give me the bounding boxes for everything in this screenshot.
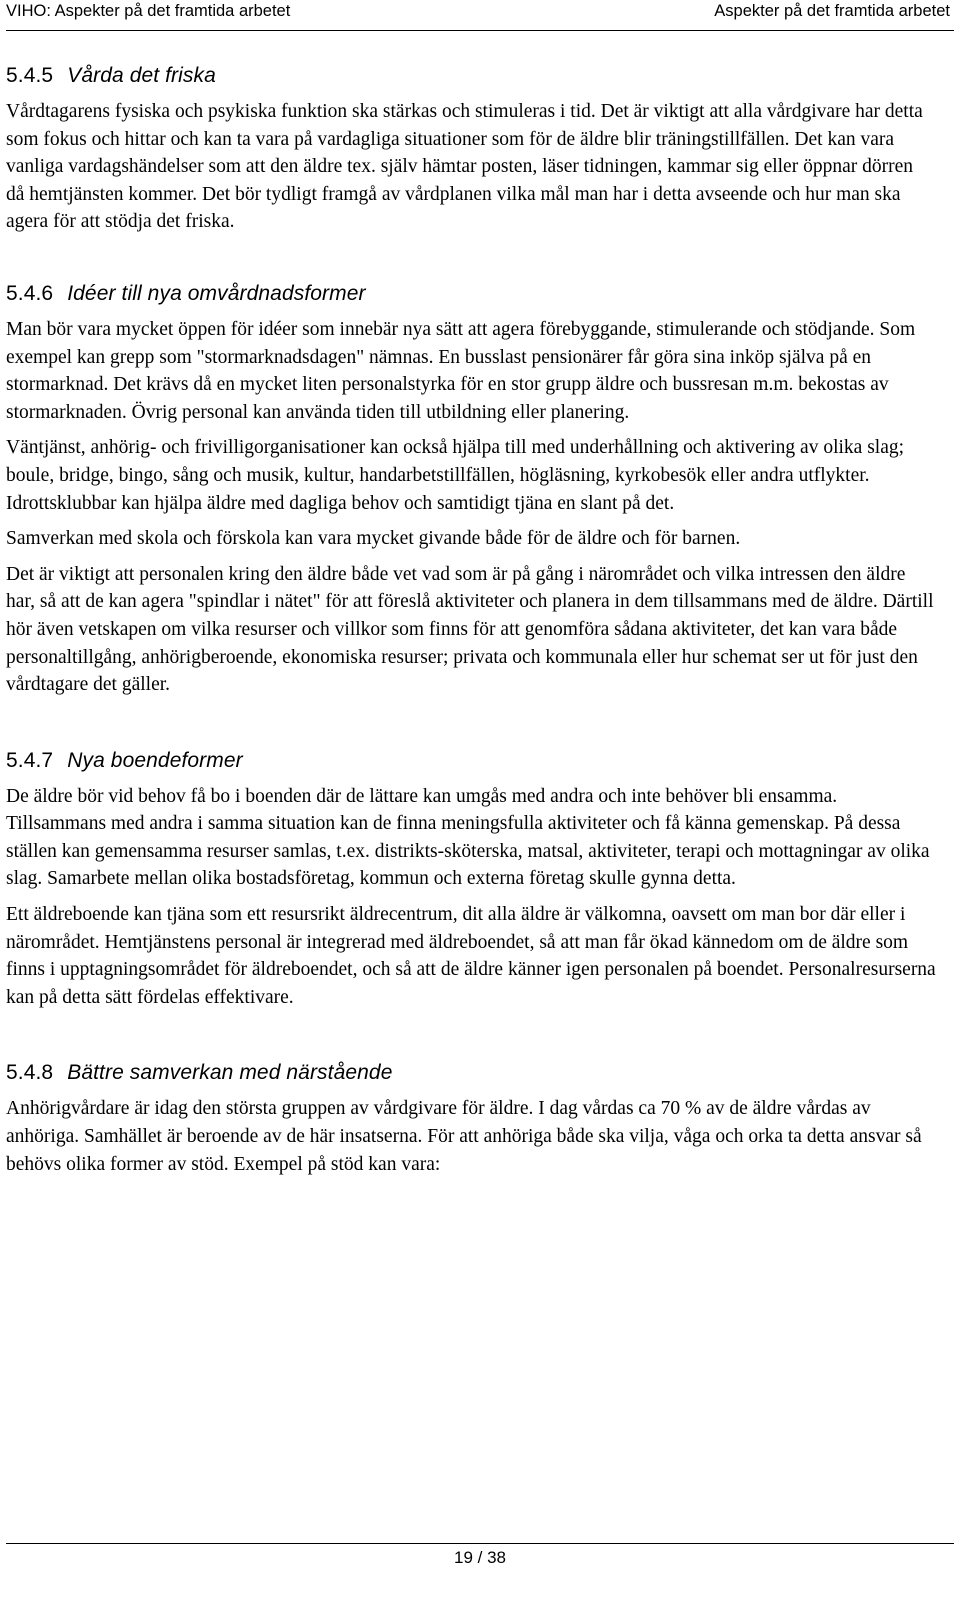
section-heading	[6, 60, 936, 92]
section-heading	[6, 745, 936, 777]
section-number: 5.4.6	[6, 281, 54, 305]
paragraph: Man bör vara mycket öppen för idéer som innebär nya sätt att agera förebyggande, stimulerande och stödjande. Som exempel kan grepp som "stormarknadsdagen" nämnas. En busslast pensionärer får göra sina inköp själva på en stormarknad. Det krävs då en mycket liten personalstyrka för en stor grupp äldre och bussresan m.m. bekostas av stormarknaden. Övrig personal kan använda tiden till utbildning eller planering.	[6, 318, 916, 423]
section-heading	[6, 278, 936, 310]
paragraph: De äldre bör vid behov få bo i boenden där de lättare kan umgås med andra och inte behöver bli ensamma. Tillsammans med andra i samma situation kan de finna meningsfulla aktiviteter och få känna gemenskap. På dessa ställen kan gemensamma resurser samlas, t.ex. distrikts-sköterska, matsal, aktiviteter, terapi och mottagningar av olika slag. Samarbete mellan olika bostadsföretag, kommun och externa företag skulle gynna detta.	[6, 785, 930, 890]
section-title: Bättre samverkan med närstående	[67, 1061, 393, 1085]
paragraph: Ett äldreboende kan tjäna som ett resursrikt äldrecentrum, dit alla äldre är välkomna, oavsett om man bor där eller i närområdet. Hemtjänstens personal är integrerad med äldreboendet, så att man får ökad kännedom om de äldre som finns i upptagningsområdet för äldreboendet, och så att de äldre känner igen personalen på boendet. Personalresurserna kan på detta sätt fördelas effektivare.	[6, 904, 936, 1008]
paragraph: Anhörigvårdare är idag den största gruppen av vårdgivare för äldre. I dag vårdas ca 70 % av de äldre vårdas av anhöriga. Samhället är beroende av de här insatserna. För att anhöriga både ska vilja, våga och orka ta detta ansvar så behövs olika former av stöd. Exempel på stöd kan vara:	[6, 1098, 922, 1175]
paragraph: Vårdtagarens fysiska och psykiska funktion ska stärkas och stimuleras i tid. Det är viktigt att alla vårdgivare har detta som fokus och hittar och kan ta vara på vardagliga situationer som för de äldre blir träningstillfällen. Det kan vara vanliga vardagshändelser som att den äldre tex. själv hämtar posten, läser tidningen, kammar sig eller öppnar dörren då hemtjänsten kommer. Det bör tydligt framgå av vårdplanen vilka mål man har i detta avseende och hur man ska agera för att stödja det friska.	[6, 101, 923, 233]
section-5-4-6	[6, 278, 936, 699]
section-number: 5.4.7	[6, 748, 54, 772]
section-5-4-8	[6, 1057, 936, 1178]
page-footer	[6, 1543, 954, 1604]
paragraph: Samverkan med skola och förskola kan vara mycket givande både för de äldre och för barnen.	[6, 528, 741, 550]
section-number: 5.4.8	[6, 1061, 54, 1085]
header-document-title: VIHO: Aspekter på det framtida arbetet	[6, 2, 291, 20]
section-title: Nya boendeformer	[67, 748, 243, 772]
section-5-4-7	[6, 745, 936, 1012]
page-header	[6, 0, 954, 31]
section-title: Vårda det friska	[67, 64, 216, 87]
document-body	[6, 60, 936, 1186]
header-chapter-title: Aspekter på det framtida arbetet	[714, 2, 950, 20]
paragraph: Det är viktigt att personalen kring den äldre både vet vad som är på gång i närområdet och vilka intressen den äldre har, så att de kan agera "spindlar i nätet" för att föreslå aktiviteter och planera in dem tillsammans med de äldre. Därtill hör även vetskapen om vilka resurser och villkor som finns för att genomföra sådana aktiviteter, det kan vara både personaltillgång, anhörigberoende, ekonomiska resurser; privata och kommunala eller hur schemat ser ut för just den vårdtagare det gäller.	[6, 563, 934, 696]
paragraph: Väntjänst, anhörig- och frivilligorganisationer kan också hjälpa till med underhållning och aktivering av olika slag; boule, bridge, bingo, sång och musik, kultur, handarbetstillfällen, högläsning, kyrkobesök eller andra utflykter. Idrottsklubbar kan hjälpa äldre med dagliga behov och samtidigt tjäna en slant på det.	[6, 437, 905, 514]
section-number: 5.4.5	[6, 64, 54, 87]
section-5-4-5	[6, 60, 936, 236]
section-title: Idéer till nya omvårdnadsformer	[67, 281, 366, 305]
page-number: 19 / 38	[454, 1548, 506, 1567]
section-heading	[6, 1057, 936, 1089]
